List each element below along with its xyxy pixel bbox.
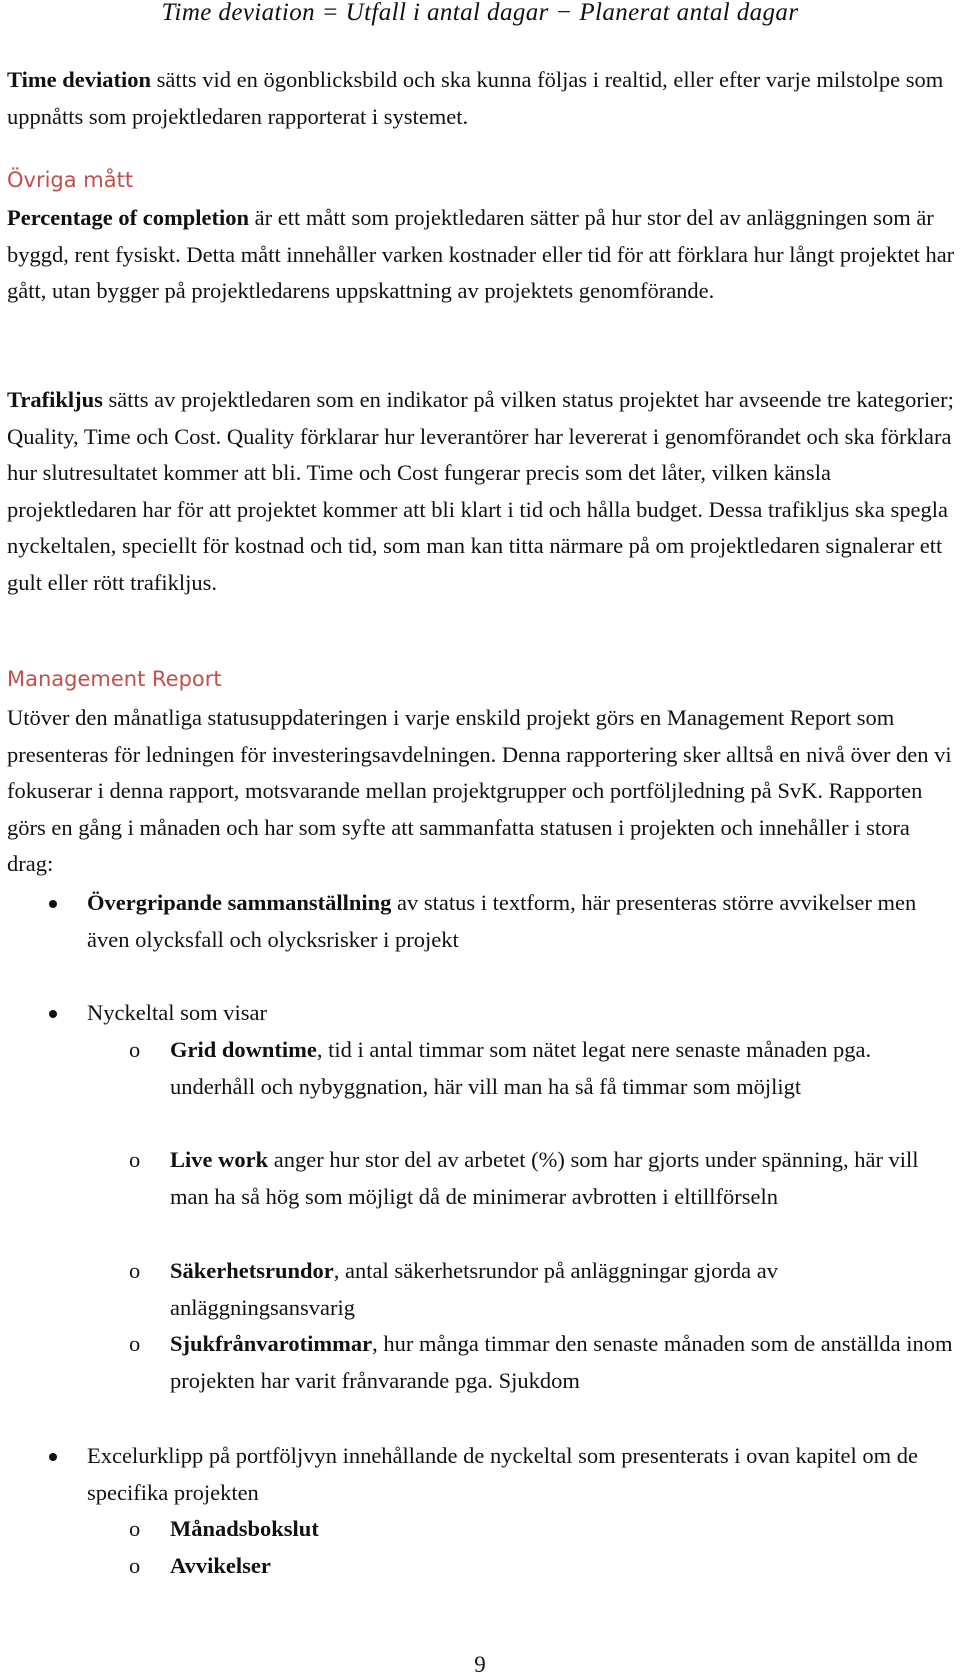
bullet-dot-icon (49, 1010, 57, 1018)
paragraph-percentage-of-completion (7, 200, 957, 310)
paragraph-text: är ett mått som projektledaren sätter på hur stor del av anläggningen som är byggd, rent fysiskt. Detta mått innehåller varken kostnader eller tid för att förklara hur långt projektet har gått, utan bygger på projektledarens uppskattning av projektets genomförande. (7, 205, 955, 303)
subitem-text: , hur många timmar den senaste månaden som de anställda inom projekten har varit frånvarande pga. Sjukdom (170, 1331, 953, 1393)
heading-ovriga-matt: Övriga mått (7, 168, 134, 192)
sub-bullet-marker: o (129, 1516, 141, 1541)
bullet-dot-icon (49, 1453, 57, 1461)
subitem-grid-downtime (129, 1032, 957, 1105)
term-grid-downtime: Grid downtime (170, 1037, 317, 1062)
term-percentage-of-completion: Percentage of completion (7, 205, 250, 230)
term-sakerhetsrundor: Säkerhetsrundor (170, 1258, 334, 1283)
subitem-text: anger hur stor del av arbetet (%) som har gjorts under spänning, här vill man ha så hög som möjligt då de minimerar avbrotten i eltillförseln (170, 1147, 919, 1209)
subitem-live-work (129, 1142, 957, 1215)
paragraph-time-deviation (7, 62, 957, 135)
sub-bullet-marker: o (129, 1331, 141, 1356)
page-number: 9 (474, 1652, 486, 1677)
sub-bullet-marker: o (129, 1147, 141, 1172)
heading-management-report: Management Report (7, 667, 222, 691)
paragraph-text: sätts av projektledaren som en indikator på vilken status projektet har avseende tre kategorier; Quality, Time och Cost. Quality förklarar hur leverantörer har levererat i genomförandet och ska förklara hur slutresultatet kommer att bli. Time och Cost fungerar precis som det låter, vilken känsla projektledaren har för att projektet kommer att bli klart i tid och hålla budget. Dessa trafikljus ska spegla nyckeltalen, speciellt för kostnad och tid, som man kan titta närmare på om projektledaren signalerar ett gult eller rött trafikljus. (7, 387, 954, 595)
term-live-work: Live work (170, 1147, 269, 1172)
term-trafikljus: Trafikljus (7, 387, 103, 412)
bullet-dot-icon (49, 900, 57, 908)
paragraph-management-report: Utöver den månatliga statusuppdateringen i varje enskild projekt görs en Management Report som presenteras för ledningen för investeringsavdelningen. Denna rapportering sker alltså en nivå över den vi fokuserar i denna rapport, motsvarande mellan projektgrupper och portföljledning på SvK. Rapporten görs en gång i månaden och har som syfte att sammanfatta statusen i projekten och innehåller i stora drag: (7, 705, 952, 876)
subitem-text: , antal säkerhetsrundor på anläggningar gjorda av anläggningsansvarig (170, 1258, 778, 1320)
paragraph-trafikljus (7, 382, 957, 601)
bullet-excelurklipp (87, 1438, 957, 1511)
term-overgripande: Övergripande sammanställning (87, 890, 392, 915)
time-deviation-formula: Time deviation = Utfall i antal dagar − Planerat antal dagar (161, 0, 799, 26)
bullet-overgripande (87, 885, 957, 958)
term-avvikelser: Avvikelser (170, 1553, 271, 1578)
subitem-sjukfranvarotimmar (129, 1326, 957, 1399)
term-sjukfranvarotimmar: Sjukfrånvarotimmar (170, 1331, 373, 1356)
bullet-text: Nyckeltal som visar (87, 1000, 267, 1025)
subitem-manadsbokslut (129, 1511, 957, 1548)
bullet-nyckeltal (87, 995, 957, 1032)
term-manadsbokslut: Månadsbokslut (170, 1516, 319, 1541)
subitem-avvikelser (129, 1548, 957, 1585)
paragraph-text: sätts vid en ögonblicksbild och ska kunna följas i realtid, eller efter varje milstolpe som uppnåtts som projektledaren rapporterat i systemet. (7, 67, 944, 129)
bullet-text: av status i textform, här presenteras större avvikelser men även olycksfall och olycksrisker i projekt (87, 890, 917, 952)
subitem-sakerhetsrundor (129, 1253, 957, 1326)
sub-bullet-marker: o (129, 1553, 141, 1578)
subitem-text: , tid i antal timmar som nätet legat nere senaste månaden pga. underhåll och nybyggnation, här vill man ha så få timmar som möjligt (170, 1037, 872, 1099)
bullet-text: Excelurklipp på portföljvyn innehållande de nyckeltal som presenterats i ovan kapitel om de specifika projekten (87, 1443, 918, 1505)
term-time-deviation: Time deviation (7, 67, 151, 92)
sub-bullet-marker: o (129, 1258, 141, 1283)
sub-bullet-marker: o (129, 1037, 141, 1062)
